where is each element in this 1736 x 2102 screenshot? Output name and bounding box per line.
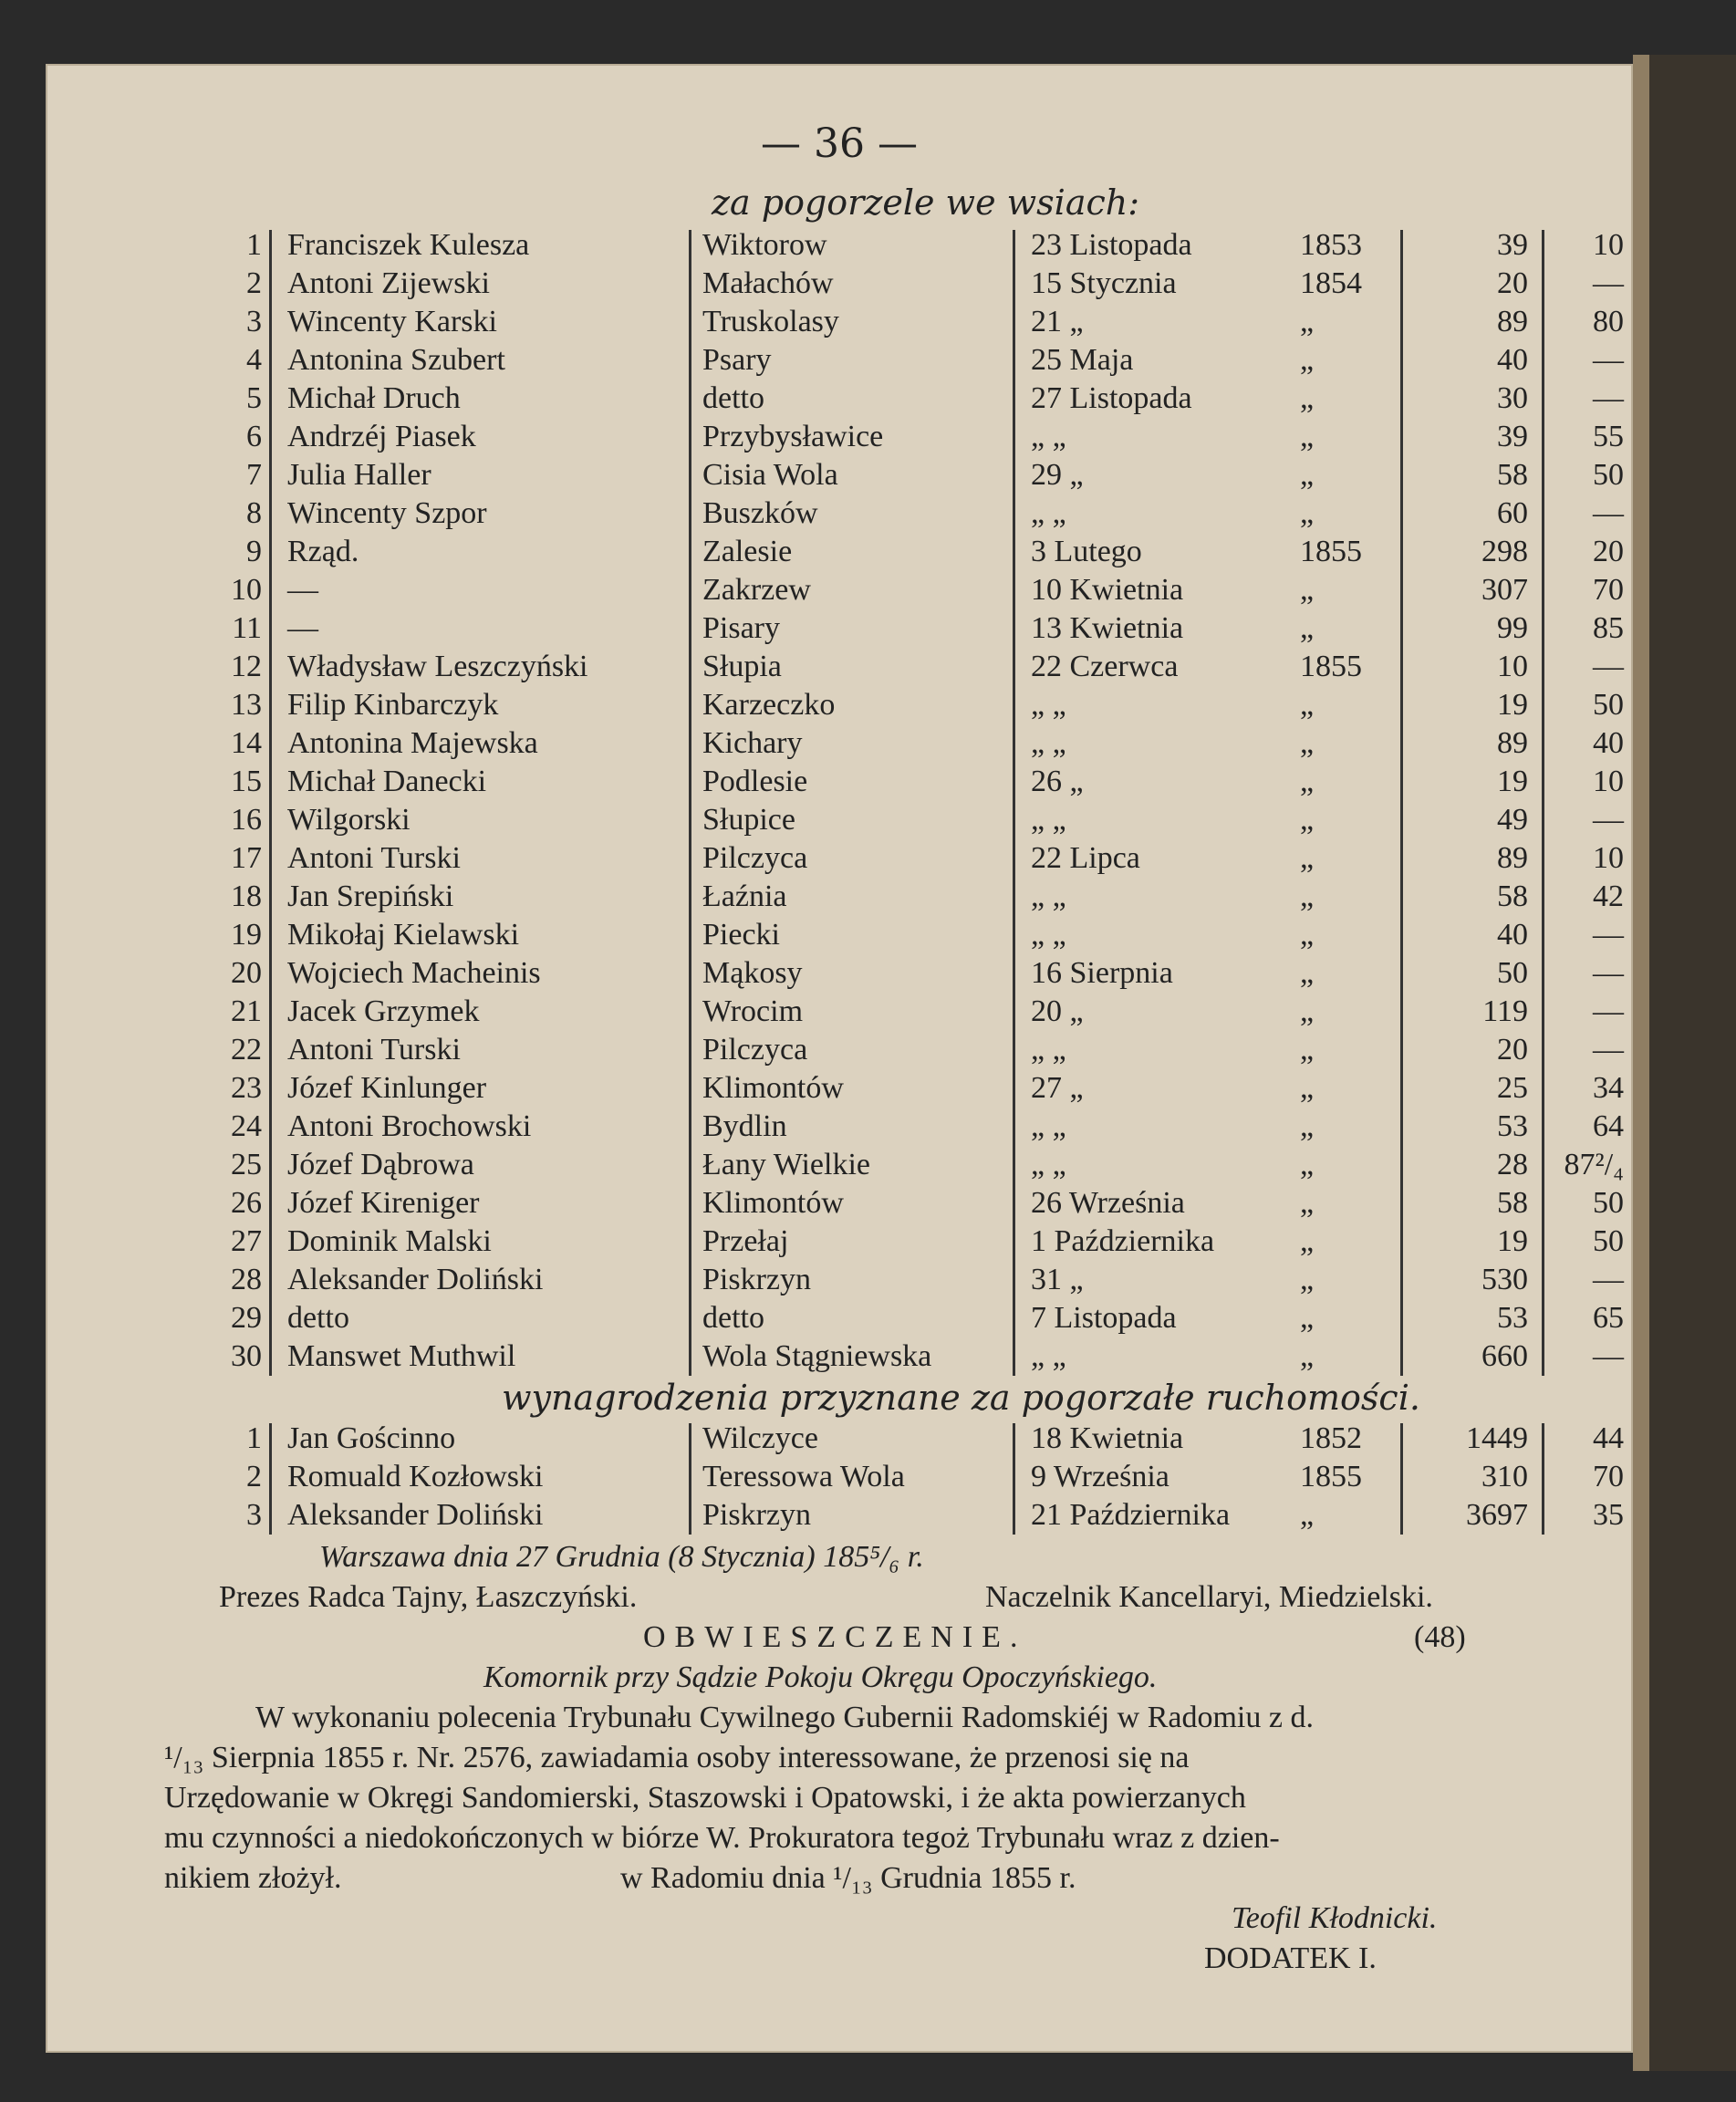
cell-date: „ „ (1031, 688, 1066, 722)
cell-name: Mikołaj Kielawski (287, 918, 520, 952)
cell-amount: 3697 (1466, 1498, 1528, 1532)
cell-place: Mąkosy (702, 956, 803, 990)
cell-num: 24 (231, 1109, 262, 1143)
cell-name: Wincenty Szpor (287, 496, 487, 530)
cell-year: „ (1300, 726, 1315, 760)
cell-fraction: — (1593, 956, 1624, 990)
cell-name: Franciszek Kulesza (287, 228, 530, 262)
table-row (46, 839, 1633, 878)
cell-num: 1 (246, 1421, 262, 1455)
cell-amount: 10 (1497, 650, 1528, 683)
cell-fraction: — (1593, 1033, 1624, 1067)
cell-num: 10 (231, 573, 262, 607)
cell-name: — (287, 611, 318, 645)
cell-year: „ (1300, 803, 1315, 837)
cell-place: Przełaj (702, 1224, 789, 1258)
table-row (46, 801, 1633, 839)
notice-signature: Teofil Kłodnicki. (1232, 1901, 1438, 1935)
cell-date: 27 „ (1031, 1071, 1084, 1105)
cell-place: Podlesie (702, 765, 808, 798)
cell-amount: 19 (1497, 765, 1528, 798)
cell-place: Pilczyca (702, 841, 808, 875)
cell-date: 26 „ (1031, 765, 1084, 798)
cell-name: Manswet Muthwil (287, 1339, 516, 1373)
cell-num: 11 (232, 611, 262, 645)
president-signature: Prezes Radca Tajny, Łaszczyński. (219, 1580, 638, 1614)
table-row (46, 380, 1633, 418)
cell-place: Słupia (702, 650, 782, 683)
cell-fraction: 70 (1593, 1460, 1624, 1493)
cell-num: 7 (246, 458, 262, 492)
cell-place: Piecki (702, 918, 780, 952)
dateline: Warszawa dnia 27 Grudnia (8 Stycznia) 185⁵/₆ r. (319, 1540, 924, 1574)
cell-year: „ (1300, 573, 1315, 607)
column-rule (1013, 1423, 1015, 1535)
cell-year: „ (1300, 458, 1315, 492)
cell-date: 1 Października (1031, 1224, 1215, 1258)
table-row (46, 226, 1633, 265)
cell-year: „ (1300, 841, 1315, 875)
cell-date: 22 Lipca (1031, 841, 1140, 875)
cell-num: 25 (231, 1148, 262, 1181)
cell-fraction: — (1593, 803, 1624, 837)
cell-date: 9 Września (1031, 1460, 1169, 1493)
cell-num: 23 (231, 1071, 262, 1105)
column-rule (1542, 1423, 1544, 1535)
cell-place: Wrocim (702, 994, 804, 1028)
cell-year: „ (1300, 1498, 1315, 1532)
cell-num: 30 (231, 1339, 262, 1373)
column-rule (269, 1423, 272, 1535)
cell-amount: 30 (1497, 381, 1528, 415)
cell-amount: 307 (1481, 573, 1528, 607)
cell-date: „ „ (1031, 420, 1066, 453)
cell-name: Aleksander Doliński (287, 1263, 544, 1296)
cell-year: „ (1300, 765, 1315, 798)
cell-place: Klimontów (702, 1071, 844, 1105)
cell-name: Jan Gościnno (287, 1421, 456, 1455)
cell-num: 13 (231, 688, 262, 722)
cell-date: 22 Czerwca (1031, 650, 1179, 683)
cell-date: 21 „ (1031, 305, 1084, 338)
cell-name: Aleksander Doliński (287, 1498, 544, 1532)
cell-num: 19 (231, 918, 262, 952)
cell-name: Rząd. (287, 535, 359, 568)
table-row (46, 533, 1633, 571)
cell-name: — (287, 573, 318, 607)
cell-date: „ „ (1031, 1033, 1066, 1067)
cell-date: 25 Maja (1031, 343, 1134, 377)
cell-fraction: 50 (1593, 458, 1624, 492)
cell-amount: 89 (1497, 841, 1528, 875)
cell-amount: 58 (1497, 1186, 1528, 1220)
cell-amount: 39 (1497, 420, 1528, 453)
notice-place-date: w Radomiu dnia ¹/₁₃ Grudnia 1855 r. (620, 1861, 1076, 1895)
cell-year: „ (1300, 956, 1315, 990)
cell-place: Klimontów (702, 1186, 844, 1220)
notice-line-3: Urzędowanie w Okręgi Sandomierski, Staszowski i Opatowski, i że akta powierzanych (164, 1781, 1246, 1815)
chancellery-signature: Naczelnik Kancellaryi, Miedzielski. (985, 1580, 1433, 1614)
cell-fraction: 42 (1593, 879, 1624, 913)
cell-fraction: 85 (1593, 611, 1624, 645)
cell-amount: 20 (1497, 266, 1528, 300)
cell-name: Józef Kinlunger (287, 1071, 487, 1105)
cell-year: 1855 (1300, 1460, 1362, 1493)
cell-num: 8 (246, 496, 262, 530)
cell-fraction: 55 (1593, 420, 1624, 453)
cell-date: 23 Listopada (1031, 228, 1192, 262)
cell-place: Zakrzew (702, 573, 811, 607)
table-row (46, 1496, 1633, 1535)
table-row (46, 1261, 1633, 1299)
cell-amount: 28 (1497, 1148, 1528, 1181)
cell-place: Łany Wielkie (702, 1148, 870, 1181)
cell-fraction: — (1593, 918, 1624, 952)
cell-fraction: 80 (1593, 305, 1624, 338)
table-row (46, 341, 1633, 380)
table-row (46, 494, 1633, 533)
cell-date: „ „ (1031, 879, 1066, 913)
cell-date: 7 Listopada (1031, 1301, 1177, 1335)
column-rule (1542, 230, 1544, 1376)
cell-year: „ (1300, 496, 1315, 530)
cell-name: Jan Srepiński (287, 879, 454, 913)
cell-num: 2 (246, 266, 262, 300)
cell-name: Wilgorski (287, 803, 411, 837)
cell-amount: 40 (1497, 343, 1528, 377)
cell-name: Filip Kinbarczyk (287, 688, 499, 722)
cell-num: 27 (231, 1224, 262, 1258)
cell-place: detto (702, 1301, 764, 1335)
cell-amount: 25 (1497, 1071, 1528, 1105)
table-row (46, 265, 1633, 303)
cell-name: detto (287, 1301, 349, 1335)
notice-line-5: nikiem złożył. (164, 1861, 342, 1895)
cell-name: Julia Haller (287, 458, 431, 492)
cell-date: 3 Lutego (1031, 535, 1142, 568)
cell-year: „ (1300, 1071, 1315, 1105)
cell-year: 1854 (1300, 266, 1362, 300)
cell-place: Pilczyca (702, 1033, 808, 1067)
cell-num: 6 (246, 420, 262, 453)
cell-fraction: — (1593, 1263, 1624, 1296)
cell-fraction: 70 (1593, 573, 1624, 607)
notice-line-1: W wykonaniu polecenia Trybunału Cywilnego Gubernii Radomskiéj w Radomiu z d. (255, 1701, 1314, 1734)
cell-name: Antoni Zijewski (287, 266, 490, 300)
cell-year: „ (1300, 1186, 1315, 1220)
cell-date: 26 Września (1031, 1186, 1185, 1220)
cell-year: „ (1300, 305, 1315, 338)
cell-num: 20 (231, 956, 262, 990)
column-rule (1400, 230, 1403, 1376)
cell-amount: 50 (1497, 956, 1528, 990)
cell-place: Małachów (702, 266, 834, 300)
cell-name: Dominik Malski (287, 1224, 492, 1258)
table-row (46, 1146, 1633, 1184)
cell-year: „ (1300, 1109, 1315, 1143)
cell-num: 17 (231, 841, 262, 875)
cell-amount: 58 (1497, 458, 1528, 492)
column-rule (689, 230, 691, 1376)
cell-year: „ (1300, 879, 1315, 913)
cell-year: „ (1300, 611, 1315, 645)
cell-amount: 60 (1497, 496, 1528, 530)
cell-num: 1 (246, 228, 262, 262)
cell-amount: 119 (1482, 994, 1528, 1028)
cell-place: Zalesie (702, 535, 793, 568)
cell-name: Wincenty Karski (287, 305, 497, 338)
notice-title: OBWIESZCZENIE. (643, 1620, 1027, 1654)
cell-place: Wilczyce (702, 1421, 818, 1455)
notice-line-4: mu czynności a niedokończonych w biórze W. Prokuratora tegoż Trybunału wraz z dzien- (164, 1821, 1280, 1855)
cell-date: 13 Kwietnia (1031, 611, 1184, 645)
cell-year: „ (1300, 1148, 1315, 1181)
table-row (46, 993, 1633, 1031)
cell-num: 12 (231, 650, 262, 683)
cell-num: 9 (246, 535, 262, 568)
table-row (46, 724, 1633, 763)
cell-date: 29 „ (1031, 458, 1084, 492)
table-row (46, 686, 1633, 724)
column-rule (269, 230, 272, 1376)
cell-fraction: 87²/₄ (1564, 1148, 1624, 1181)
cell-year: „ (1300, 1033, 1315, 1067)
cell-amount: 19 (1497, 688, 1528, 722)
cell-num: 16 (231, 803, 262, 837)
book-spine (1633, 55, 1736, 2071)
cell-fraction: 64 (1593, 1109, 1624, 1143)
cell-fraction: — (1593, 496, 1624, 530)
cell-place: Karzeczko (702, 688, 836, 722)
table-row (46, 763, 1633, 801)
cell-date: 16 Sierpnia (1031, 956, 1173, 990)
cell-name: Antonina Majewska (287, 726, 538, 760)
cell-year: „ (1300, 688, 1315, 722)
cell-fraction: 20 (1593, 535, 1624, 568)
cell-fraction: — (1593, 1339, 1624, 1373)
cell-fraction: — (1593, 994, 1624, 1028)
cell-amount: 49 (1497, 803, 1528, 837)
cell-amount: 310 (1481, 1460, 1528, 1493)
page-number: — 36 — (761, 120, 918, 167)
table-row (46, 1420, 1633, 1458)
table-row (46, 1031, 1633, 1069)
cell-place: Pisary (702, 611, 780, 645)
cell-amount: 40 (1497, 918, 1528, 952)
cell-place: Bydlin (702, 1109, 787, 1143)
section2-caption: wynagrodzenia przyznane za pogorzałe ruchomości. (502, 1378, 1420, 1418)
cell-name: Jacek Grzymek (287, 994, 480, 1028)
table-row (46, 1184, 1633, 1223)
cell-num: 15 (231, 765, 262, 798)
cell-date: „ „ (1031, 803, 1066, 837)
cell-date: 21 Października (1031, 1498, 1231, 1532)
page-footer: DODATEK I. (1204, 1941, 1377, 1975)
cell-name: Romuald Kozłowski (287, 1460, 544, 1493)
table-row (46, 648, 1633, 686)
cell-name: Wojciech Macheinis (287, 956, 541, 990)
cell-place: Przybysławice (702, 420, 884, 453)
cell-year: „ (1300, 918, 1315, 952)
cell-year: 1855 (1300, 535, 1362, 568)
table-row (46, 1299, 1633, 1337)
cell-num: 22 (231, 1033, 262, 1067)
cell-year: 1852 (1300, 1421, 1362, 1455)
cell-place: Truskolasy (702, 305, 839, 338)
cell-name: Michał Druch (287, 381, 461, 415)
cell-amount: 53 (1497, 1301, 1528, 1335)
cell-year: „ (1300, 1301, 1315, 1335)
cell-amount: 20 (1497, 1033, 1528, 1067)
cell-place: Łaźnia (702, 879, 787, 913)
cell-place: Wola Stągniewska (702, 1339, 932, 1373)
cell-place: Teressowa Wola (702, 1460, 905, 1493)
cell-place: Wiktorow (702, 228, 827, 262)
cell-num: 29 (231, 1301, 262, 1335)
cell-fraction: 50 (1593, 1224, 1624, 1258)
cell-date: 31 „ (1031, 1263, 1084, 1296)
cell-fraction: 50 (1593, 688, 1624, 722)
cell-fraction: — (1593, 650, 1624, 683)
cell-amount: 660 (1481, 1339, 1528, 1373)
cell-name: Władysław Leszczyński (287, 650, 588, 683)
cell-date: 10 Kwietnia (1031, 573, 1184, 607)
cell-name: Antoni Turski (287, 841, 461, 875)
table-row (46, 571, 1633, 609)
cell-place: Piskrzyn (702, 1498, 811, 1532)
cell-year: „ (1300, 1263, 1315, 1296)
section1-caption: za pogorzele we wsiach: (712, 182, 1140, 223)
cell-amount: 530 (1481, 1263, 1528, 1296)
cell-year: 1853 (1300, 228, 1362, 262)
cell-date: 20 „ (1031, 994, 1084, 1028)
cell-fraction: — (1593, 381, 1624, 415)
table-row (46, 954, 1633, 993)
cell-num: 5 (246, 381, 262, 415)
cell-num: 26 (231, 1186, 262, 1220)
cell-name: Józef Dąbrowa (287, 1148, 474, 1181)
cell-date: „ „ (1031, 496, 1066, 530)
cell-date: „ „ (1031, 1339, 1066, 1373)
notice-subtitle: Komornik przy Sądzie Pokoju Okręgu Opoczyńskiego. (483, 1660, 1158, 1694)
table-row (46, 916, 1633, 954)
cell-amount: 53 (1497, 1109, 1528, 1143)
cell-year: „ (1300, 381, 1315, 415)
cell-name: Antonina Szubert (287, 343, 505, 377)
table-row (46, 456, 1633, 494)
cell-fraction: 50 (1593, 1186, 1624, 1220)
cell-fraction: 65 (1593, 1301, 1624, 1335)
cell-fraction: 34 (1593, 1071, 1624, 1105)
table-row (46, 418, 1633, 456)
cell-place: Cisia Wola (702, 458, 838, 492)
table-row (46, 1337, 1633, 1376)
column-rule (1400, 1423, 1403, 1535)
notice-number: (48) (1414, 1620, 1466, 1654)
cell-amount: 99 (1497, 611, 1528, 645)
cell-num: 3 (246, 305, 262, 338)
table-row (46, 609, 1633, 648)
table-row (46, 1069, 1633, 1108)
table-row (46, 1458, 1633, 1496)
cell-date: „ „ (1031, 726, 1066, 760)
cell-fraction: 10 (1593, 841, 1624, 875)
cell-amount: 298 (1481, 535, 1528, 568)
cell-amount: 19 (1497, 1224, 1528, 1258)
cell-date: 15 Stycznia (1031, 266, 1177, 300)
newspaper-page (46, 64, 1633, 2053)
cell-num: 4 (246, 343, 262, 377)
table-row (46, 1223, 1633, 1261)
cell-year: „ (1300, 343, 1315, 377)
cell-amount: 58 (1497, 879, 1528, 913)
cell-amount: 1449 (1466, 1421, 1528, 1455)
cell-year: „ (1300, 1224, 1315, 1258)
cell-fraction: — (1593, 266, 1624, 300)
cell-amount: 89 (1497, 726, 1528, 760)
cell-num: 14 (231, 726, 262, 760)
cell-fraction: 35 (1593, 1498, 1624, 1532)
cell-name: Józef Kireniger (287, 1186, 480, 1220)
cell-date: 27 Listopada (1031, 381, 1192, 415)
cell-place: Piskrzyn (702, 1263, 811, 1296)
table-row (46, 878, 1633, 916)
table-row (46, 1108, 1633, 1146)
column-rule (689, 1423, 691, 1535)
cell-name: Michał Danecki (287, 765, 487, 798)
cell-num: 2 (246, 1460, 262, 1493)
cell-place: Kichary (702, 726, 803, 760)
cell-fraction: 10 (1593, 228, 1624, 262)
cell-date: „ „ (1031, 1148, 1066, 1181)
table-row (46, 303, 1633, 341)
cell-num: 3 (246, 1498, 262, 1532)
cell-amount: 39 (1497, 228, 1528, 262)
cell-place: Słupice (702, 803, 795, 837)
cell-year: 1855 (1300, 650, 1362, 683)
cell-num: 18 (231, 879, 262, 913)
notice-line-2: ¹/₁₃ Sierpnia 1855 r. Nr. 2576, zawiadamia osoby interessowane, że przenosi się na (164, 1741, 1190, 1774)
cell-place: detto (702, 381, 764, 415)
cell-place: Buszków (702, 496, 818, 530)
cell-date: „ „ (1031, 1109, 1066, 1143)
cell-amount: 89 (1497, 305, 1528, 338)
cell-date: 18 Kwietnia (1031, 1421, 1184, 1455)
cell-year: „ (1300, 420, 1315, 453)
cell-fraction: 10 (1593, 765, 1624, 798)
column-rule (1013, 230, 1015, 1376)
cell-name: Antoni Turski (287, 1033, 461, 1067)
cell-name: Antoni Brochowski (287, 1109, 532, 1143)
cell-place: Psary (702, 343, 772, 377)
cell-year: „ (1300, 1339, 1315, 1373)
cell-fraction: 44 (1593, 1421, 1624, 1455)
cell-date: „ „ (1031, 918, 1066, 952)
cell-num: 21 (231, 994, 262, 1028)
cell-num: 28 (231, 1263, 262, 1296)
cell-fraction: 40 (1593, 726, 1624, 760)
cell-fraction: — (1593, 343, 1624, 377)
cell-name: Andrzéj Piasek (287, 420, 476, 453)
cell-year: „ (1300, 994, 1315, 1028)
